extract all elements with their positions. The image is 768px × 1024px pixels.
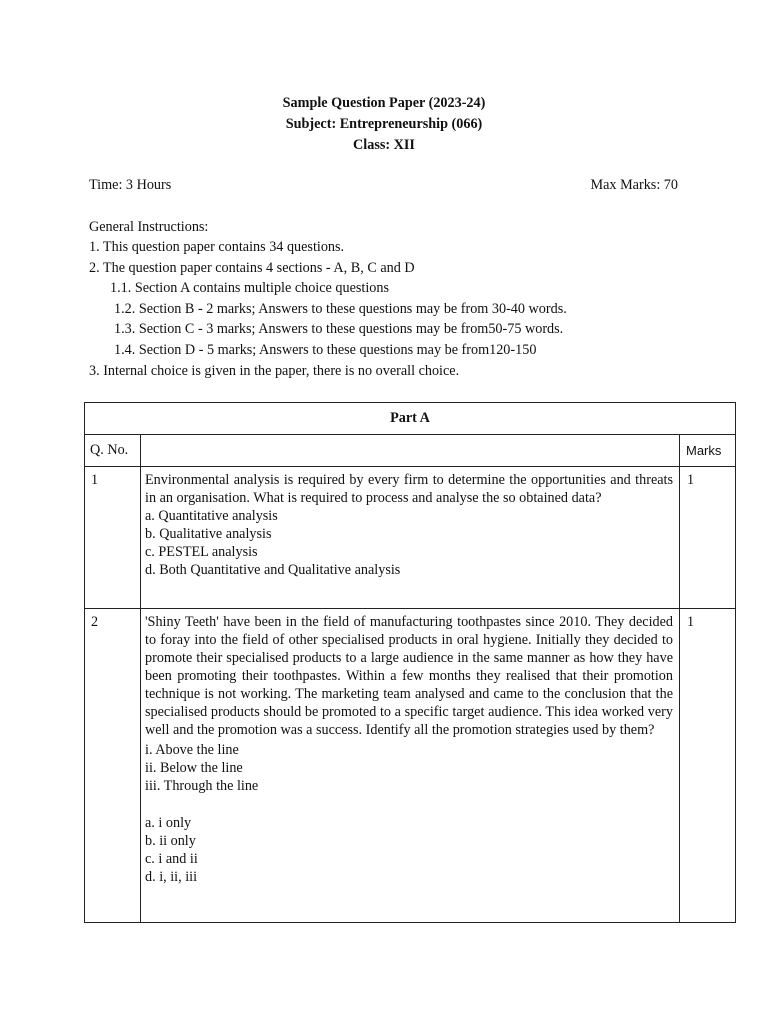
- table-row: [85, 467, 736, 609]
- option-a: a. Quantitative analysis: [145, 508, 278, 524]
- statement-ii: ii. Below the line: [145, 760, 243, 776]
- question-body: [141, 609, 680, 923]
- option-c: c. i and ii: [145, 851, 198, 867]
- option-b: b. ii only: [145, 833, 196, 849]
- option-d: d. i, ii, iii: [145, 869, 198, 885]
- option-a: a. i only: [145, 815, 192, 831]
- paper-title: Sample Question Paper (2023-24): [282, 95, 486, 111]
- question-text: Environmental analysis is required by every firm to determine the opportunities and threats in an organisation. What is required to process and analyse the so obtained data?: [145, 472, 673, 506]
- marks-column-header: Marks: [680, 435, 736, 467]
- questions-table: [84, 402, 736, 923]
- instruction-item: 1. This question paper contains 34 questions.: [89, 239, 345, 255]
- qno-column-header: Q. No.: [85, 435, 141, 467]
- question-number: 1: [85, 467, 141, 609]
- question-number: 2: [85, 609, 141, 923]
- meta-row: [89, 175, 678, 195]
- instruction-subitem: 1.3. Section C - 3 marks; Answers to these questions may be from50-75 words.: [114, 321, 564, 337]
- time-label: Time: 3 Hours: [89, 177, 172, 193]
- option-d: d. Both Quantitative and Qualitative analysis: [145, 562, 401, 578]
- instruction-item: 2. The question paper contains 4 sections - A, B, C and D: [89, 260, 415, 276]
- question-marks: 1: [680, 467, 736, 609]
- statement-i: i. Above the line: [145, 742, 239, 758]
- paper-subject: Subject: Entrepreneurship (066): [285, 116, 483, 132]
- instructions-heading: General Instructions:: [89, 219, 209, 235]
- question-marks: 1: [680, 609, 736, 923]
- max-marks-label: Max Marks: 70: [590, 177, 678, 193]
- instruction-item: 3. Internal choice is given in the paper, there is no overall choice.: [89, 363, 460, 379]
- instruction-subitem: 1.1. Section A contains multiple choice questions: [110, 280, 389, 296]
- paper-class: Class: XII: [353, 137, 415, 153]
- question-body: [141, 467, 680, 609]
- part-a-heading: Part A: [85, 403, 736, 435]
- question-text: 'Shiny Teeth' have been in the field of manufacturing toothpastes since 2010. They decided to foray into the field of other specialised products in oral hygiene. Initially they decided to promote their specialised products to a large audience in the same manner as how they have been promoting their toothpastes. Within a few months they realised that their promotion technique is not working. The marketing team analysed and came to the conclusion that the specialised products should be promoted to a specific target audience. This idea worked very well and the promotion was a success. Identify all the promotion strategies used by them?: [145, 614, 673, 738]
- table-row: [85, 609, 736, 923]
- statement-iii: iii. Through the line: [145, 778, 259, 794]
- option-c: c. PESTEL analysis: [145, 544, 258, 560]
- option-b: b. Qualitative analysis: [145, 526, 272, 542]
- instruction-subitem: 1.4. Section D - 5 marks; Answers to these questions may be from120-150: [114, 342, 537, 358]
- instruction-subitem: 1.2. Section B - 2 marks; Answers to these questions may be from 30-40 words.: [114, 301, 567, 317]
- question-column-header: [141, 435, 680, 467]
